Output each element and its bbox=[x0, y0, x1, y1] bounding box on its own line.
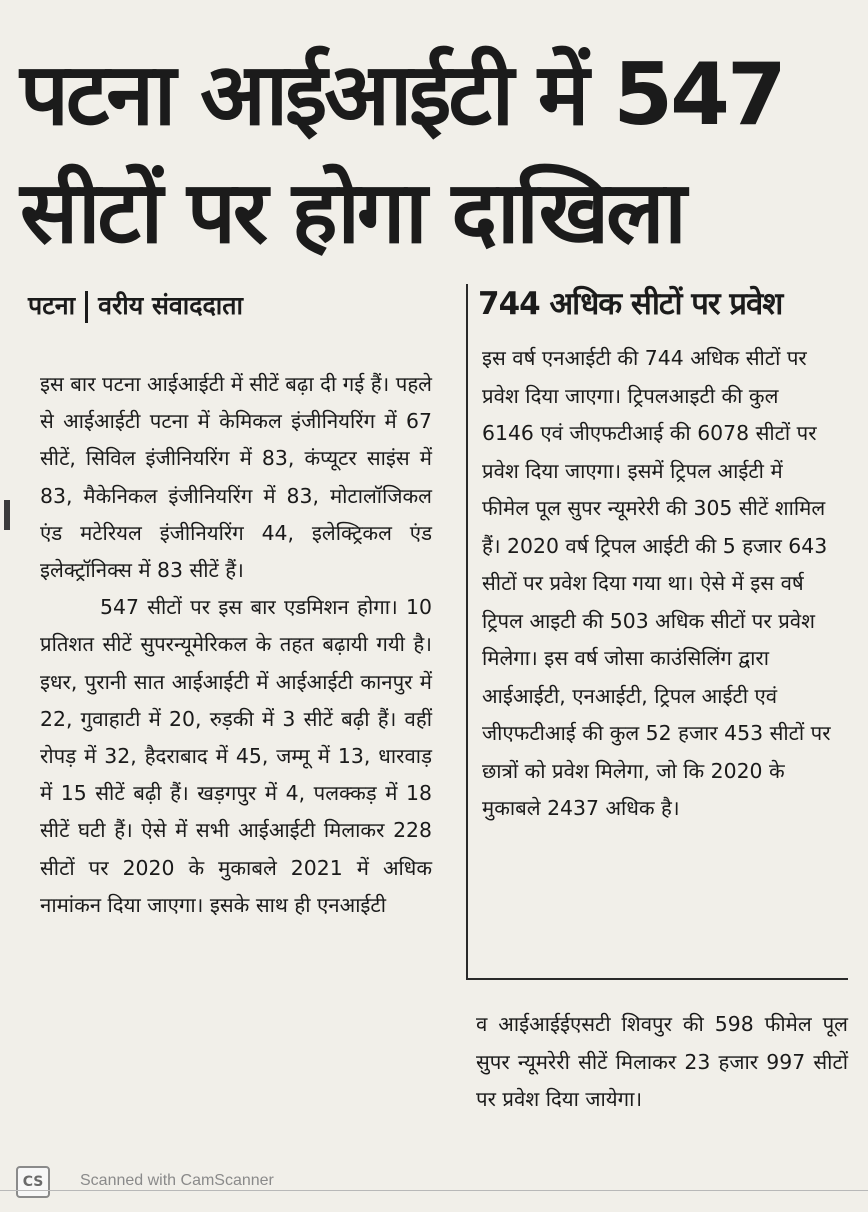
headline bbox=[20, 36, 860, 272]
column-divider bbox=[466, 284, 468, 980]
byline-author: वरीय संवाददाता bbox=[98, 291, 243, 320]
byline bbox=[28, 288, 243, 323]
scanner-footer bbox=[0, 1160, 868, 1212]
right-paragraph-2: व आईआईईएसटी शिवपुर की 598 फीमेल पूल सुपर न्यूमरेरी सीटें मिलाकर 23 हजार 997 सीटों पर प्रवेश दिया जायेगा। bbox=[476, 1012, 848, 1111]
footer-rule bbox=[0, 1190, 868, 1191]
left-column-body bbox=[40, 366, 432, 924]
edge-mark bbox=[4, 500, 10, 530]
headline-line-1: पटना आईआईटी में 547 bbox=[20, 45, 784, 145]
right-column-body bbox=[482, 340, 832, 828]
camscanner-logo-icon: CS bbox=[16, 1166, 50, 1198]
byline-separator bbox=[85, 291, 88, 323]
right-subheading: 744 अधिक सीटों पर प्रवेश bbox=[478, 286, 783, 322]
left-paragraph-2: 547 सीटों पर इस बार एडमिशन होगा। 10 प्रतिशत सीटें सुपरन्यूमेरिकल के तहत बढ़ायी गयी है। इधर, पुरानी सात आईआईटी में आईआईटी कानपुर में 22, गुवाहाटी में 20, रुड़की में 3 सीटें बढ़ी हैं। वहीं रोपड़ में 32, हैदराबाद में 45, जम्मू में 13, धारवाड़ में 15 सीटें बढ़ी हैं। खड़गपुर में 4, पलक्कड़ में 18 सीटें घटी हैं। ऐसे में सभी आईआईटी मिलाकर 228 सीटों पर 2020 के मुकाबले 2021 में अधिक नामांकन दिया जाएगा। इसके साथ ही एनआईटी bbox=[40, 595, 432, 917]
left-paragraph-1: इस बार पटना आईआईटी में सीटें बढ़ा दी गई हैं। पहले से आईआईटी पटना में केमिकल इंजीनियरिंग में 67 सीटें, सिविल इंजीनियरिंग में 83, कंप्यूटर साइंस में 83, मैकेनिकल इंजीनियरिंग में 83, मोटालॉजिकल एंड मटेरियल इंजीनियरिंग 44, इलेक्ट्रिकल एंड इलेक्ट्रॉनिक्स में 83 सीटें हैं। bbox=[40, 372, 432, 583]
headline-line-2: सीटों पर होगा दाखिला bbox=[20, 163, 684, 263]
right-column-continued bbox=[476, 1006, 848, 1119]
box-bottom-rule bbox=[466, 978, 848, 980]
byline-location: पटना bbox=[28, 291, 76, 320]
scanner-watermark: Scanned with CamScanner bbox=[80, 1172, 274, 1189]
right-paragraph-1: इस वर्ष एनआईटी की 744 अधिक सीटों पर प्रवेश दिया जाएगा। ट्रिपलआइटी की कुल 6146 एवं जीएफटीआई की 6078 सीटों पर प्रवेश दिया जाएगा। इसमें ट्रिपल आईटी में फीमेल पूल सुपर न्यूमरेरी की 305 सीटें शामिल हैं। 2020 वर्ष ट्रिपल आईटी की 5 हजार 643 सीटों पर प्रवेश दिया गया था। ऐसे में इस वर्ष ट्रिपल आइटी की 503 अधिक सीटों पर प्रवेश मिलेगा। इस वर्ष जोसा काउंसिलिंग द्वारा आईआईटी, एनआईटी, ट्रिपल आईटी एवं जीएफटीआई की कुल 52 हजार 453 सीटों पर छात्रों को प्रवेश मिलेगा, जो कि 2020 के मुकाबले 2437 अधिक है। bbox=[482, 346, 831, 820]
